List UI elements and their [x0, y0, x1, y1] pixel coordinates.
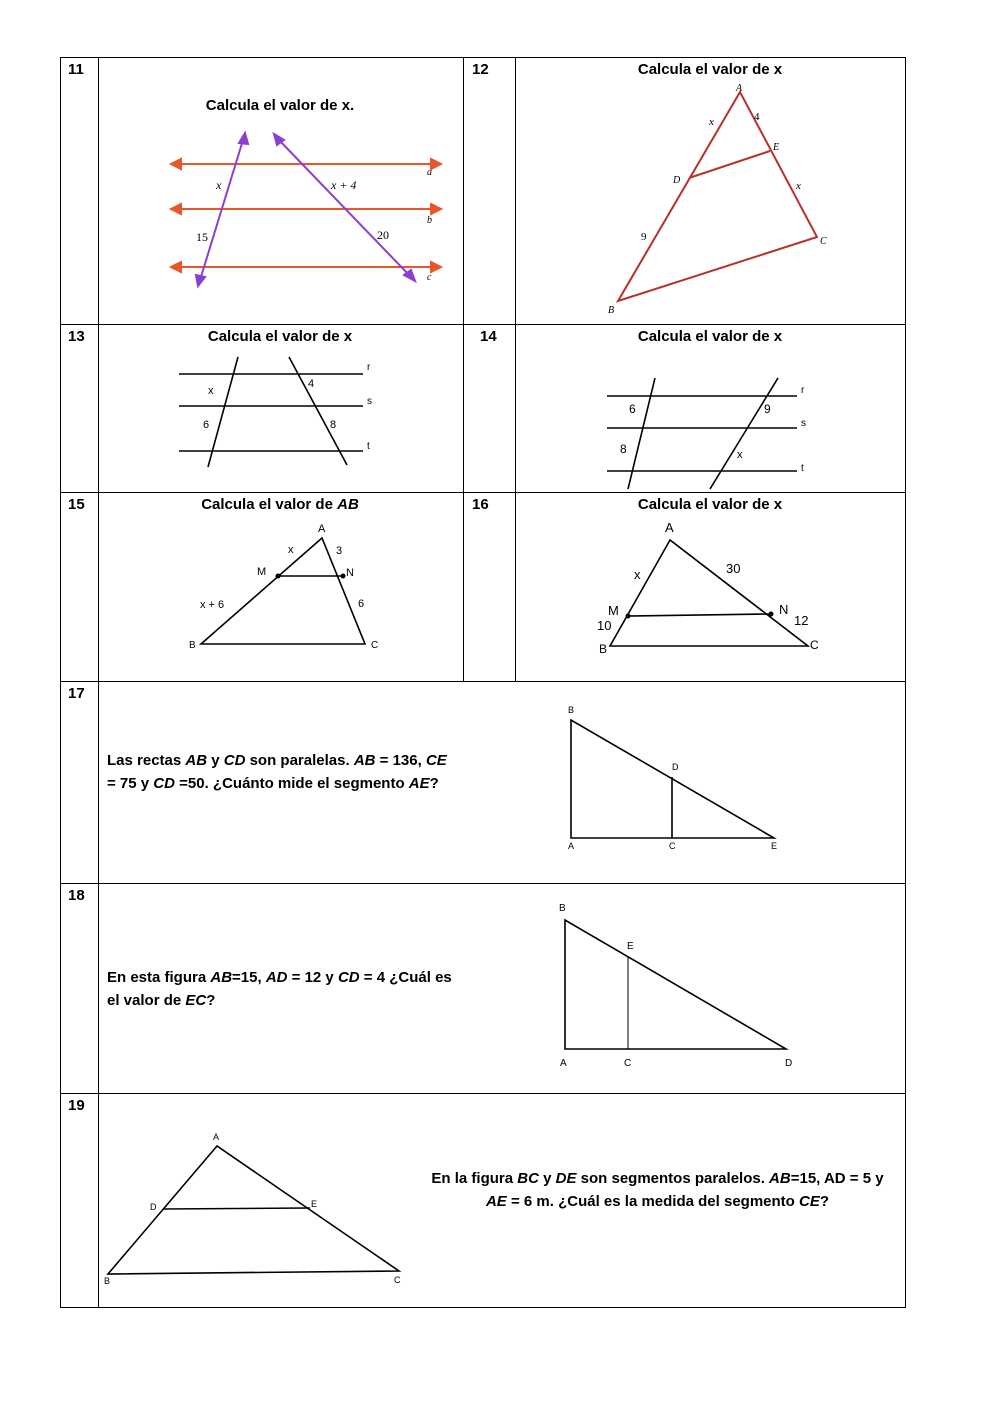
text-segment: ?	[206, 992, 216, 1009]
middle-column-divider-a	[463, 57, 464, 682]
label-r: r	[801, 385, 805, 396]
problem-11-title: Calcula el valor de x.	[205, 97, 355, 114]
text-segment: =15, AD = 5 y	[790, 1170, 884, 1187]
row-divider-3	[60, 681, 906, 682]
problem-number-12: 12	[472, 61, 489, 78]
text-segment: = 75 y	[107, 775, 154, 792]
problem-13-title: Calcula el valor de x	[207, 328, 353, 345]
problem-19-text	[430, 1167, 885, 1213]
label-x-ad: x	[709, 116, 714, 128]
figure-11	[165, 128, 455, 293]
problem-number-16: 16	[472, 496, 489, 513]
text-segment: ?	[429, 775, 439, 792]
text-segment: = 12 y	[287, 969, 338, 986]
table-border-right	[905, 57, 906, 1308]
problem-18-text	[107, 966, 457, 1012]
problem-12-title: Calcula el valor de x	[637, 61, 783, 78]
problem-number-19: 19	[68, 1097, 85, 1114]
label-s: s	[367, 396, 372, 407]
triangle-abd	[565, 920, 786, 1049]
label-x-plus-4: x + 4	[331, 178, 357, 192]
problem-14-title: Calcula el valor de x	[637, 328, 783, 345]
vertex-M: M	[257, 566, 267, 578]
label-30: 30	[726, 561, 741, 576]
vertex-B: B	[599, 642, 608, 656]
vertex-B: B	[568, 705, 575, 715]
problem-16-title: Calcula el valor de x	[637, 496, 783, 513]
vertex-C: C	[669, 841, 676, 851]
point-M	[626, 614, 631, 619]
vertex-C: C	[810, 638, 819, 652]
figure-12	[600, 80, 840, 320]
vertex-C: C	[394, 1275, 401, 1285]
text-segment: = 4 ¿Cuál es el valor de	[107, 969, 452, 1009]
problem-number-11: 11	[68, 61, 84, 78]
text-segment: y	[207, 752, 224, 769]
vertex-A: A	[560, 1058, 567, 1069]
label-s: s	[801, 418, 806, 429]
text-segment: son paralelas.	[245, 752, 354, 769]
label-t: t	[367, 441, 370, 452]
segment-variable: CD	[337, 969, 360, 986]
figure-15	[185, 518, 395, 658]
segment-variable: AB	[210, 969, 233, 986]
text-segment: En esta figura	[107, 969, 211, 986]
segment-variable: DE	[555, 1170, 577, 1187]
point-N	[769, 612, 774, 617]
problem-15-title-prefix: Calcula el valor de	[201, 496, 338, 513]
parallel-lines	[607, 378, 797, 489]
figure-17	[560, 700, 790, 855]
segment-variable: CE	[425, 752, 447, 769]
vertex-D: D	[673, 175, 681, 186]
vertex-N: N	[346, 567, 354, 579]
segment-variable: EC	[185, 992, 207, 1009]
label-9: 9	[764, 402, 771, 416]
vertex-A: A	[213, 1132, 220, 1142]
segment-variable: CE	[799, 1193, 820, 1210]
text-segment: son segmentos paralelos.	[576, 1170, 770, 1187]
label-c: c	[427, 272, 432, 283]
segment-variable: AD	[265, 969, 288, 986]
figure-13	[175, 352, 385, 472]
table-border-bottom	[60, 1307, 906, 1308]
label-6: 6	[629, 402, 636, 416]
vertex-A: A	[665, 520, 674, 535]
middle-column-divider-b	[515, 57, 516, 682]
segment-variable: AE	[485, 1193, 507, 1210]
text-segment: =15,	[232, 969, 266, 986]
triangle-abc	[610, 540, 808, 646]
label-b: b	[427, 215, 432, 226]
parallel-lines	[171, 159, 441, 272]
segment-variable: BC	[517, 1170, 539, 1187]
label-9: 9	[641, 231, 647, 243]
text-segment: Las rectas	[107, 752, 186, 769]
segment-variable: CD	[223, 752, 246, 769]
text-segment: En la figura	[431, 1170, 518, 1187]
problem-15-title-variable: AB	[337, 496, 359, 513]
segment-variable: CD	[153, 775, 175, 792]
vertex-E: E	[771, 841, 778, 851]
vertex-B: B	[189, 640, 196, 651]
segment-variable: AE	[408, 775, 430, 792]
vertex-B: B	[559, 903, 566, 914]
vertex-C: C	[820, 236, 827, 247]
vertex-A: A	[736, 83, 743, 94]
label-4: 4	[754, 111, 760, 123]
triangle-abe	[571, 720, 774, 838]
triangle-abc	[618, 92, 817, 301]
label-3: 3	[336, 545, 343, 557]
vertex-E: E	[773, 142, 780, 153]
label-15: 15	[196, 230, 208, 244]
text-segment: ?	[819, 1193, 830, 1210]
figure-19	[100, 1130, 420, 1290]
text-segment: y	[538, 1170, 556, 1187]
point-M	[276, 574, 281, 579]
figure-16	[590, 515, 830, 660]
vertex-B: B	[608, 305, 615, 316]
vertex-C: C	[624, 1058, 632, 1069]
problem-15-title	[160, 496, 400, 513]
label-t: t	[801, 463, 804, 474]
label-8: 8	[330, 419, 337, 431]
label-6: 6	[358, 598, 365, 610]
problem-number-13: 13	[68, 328, 85, 345]
label-8: 8	[620, 442, 627, 456]
segment-variable: AB	[353, 752, 376, 769]
vertex-A: A	[568, 841, 575, 851]
problem-number-14: 14	[480, 328, 497, 345]
vertex-M: M	[608, 603, 619, 618]
label-6: 6	[203, 419, 210, 431]
label-x: x	[288, 544, 294, 556]
problem-number-15: 15	[68, 496, 85, 513]
vertex-D: D	[672, 762, 679, 772]
vertex-N: N	[779, 602, 789, 617]
text-segment: =50. ¿Cuánto mide el segmento	[174, 775, 409, 792]
text-segment: = 136,	[375, 752, 426, 769]
vertex-C: C	[371, 640, 379, 651]
table-border-top	[60, 57, 906, 58]
label-a: a	[427, 167, 432, 178]
table-border-left	[60, 57, 61, 1308]
vertex-A: A	[318, 523, 326, 535]
label-20: 20	[377, 228, 389, 242]
vertex-B: B	[104, 1276, 111, 1286]
vertex-D: D	[150, 1202, 157, 1212]
problem-number-18: 18	[68, 887, 85, 904]
parallel-lines	[179, 357, 363, 467]
text-segment: = 6 m. ¿Cuál es la medida del segmento	[506, 1193, 799, 1210]
figure-14	[605, 375, 815, 493]
row-divider-4	[60, 883, 906, 884]
label-10: 10	[597, 618, 612, 633]
label-x: x	[634, 567, 641, 582]
figure-18	[555, 897, 805, 1072]
problem-number-17: 17	[68, 685, 85, 702]
row-divider-5	[60, 1093, 906, 1094]
segment-variable: AB	[769, 1170, 791, 1187]
label-r: r	[367, 362, 371, 373]
label-4: 4	[308, 378, 315, 390]
segment-variable: AB	[185, 752, 208, 769]
label-12: 12	[794, 613, 809, 628]
label-x: x	[737, 449, 743, 461]
label-x-plus-6: x + 6	[200, 599, 225, 611]
label-x: x	[208, 385, 214, 397]
vertex-D: D	[785, 1058, 793, 1069]
vertex-E: E	[311, 1199, 318, 1209]
label-x: x	[216, 178, 222, 192]
label-x-ec: x	[796, 180, 801, 192]
point-N	[341, 574, 346, 579]
number-column-divider	[98, 57, 99, 1308]
row-divider-1	[60, 324, 906, 325]
problem-17-text	[107, 749, 457, 795]
vertex-E: E	[627, 941, 634, 952]
